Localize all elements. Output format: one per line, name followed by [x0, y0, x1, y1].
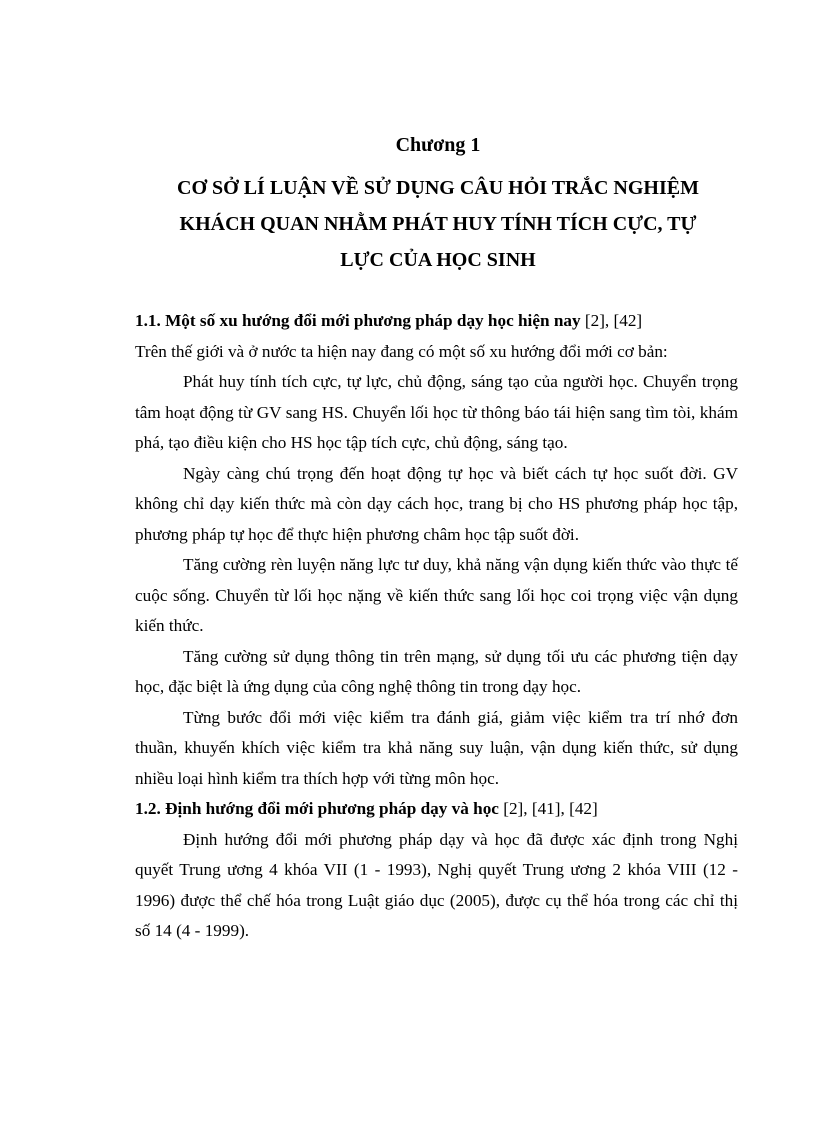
section-1-1-paragraph-3: Tăng cường rèn luyện năng lực tư duy, khả năng vận dụng kiến thức vào thực tế cuộc sống. Chuyển từ lối học nặng về kiến thức sang lối học coi trọng việc vận dụng kiến thức.	[135, 555, 738, 635]
section-1-2-heading	[135, 794, 738, 825]
section-1-2-paragraph-1: Định hướng đổi mới phương pháp dạy và học đã được xác định trong Nghị quyết Trung ương 4 khóa VII (1 - 1993), Nghị quyết Trung ương 2 khóa VIII (12 - 1996) được thể chế hóa trong Luật giáo dục (2005), được cụ thể hóa trong các chỉ thị số 14 (4 - 1999).	[135, 829, 738, 940]
section-1-1-heading-refs: [2], [42]	[580, 311, 643, 330]
section-1-2-heading-title: 1.2. Định hướng đổi mới phương pháp dạy và học	[135, 799, 499, 818]
section-1-1-paragraph-5: Từng bước đổi mới việc kiểm tra đánh giá, giảm việc kiểm tra trí nhớ đơn thuần, khuyến khích việc kiểm tra khả năng suy luận, vận dụng kiến thức, sử dụng nhiều loại hình kiểm tra thích hợp với từng môn học.	[135, 707, 738, 788]
section-1-1-intro: Trên thế giới và ở nước ta hiện nay đang có một số xu hướng đổi mới cơ bản:	[135, 341, 668, 361]
section-1-1-heading	[135, 306, 738, 337]
body-text	[135, 306, 738, 947]
section-1-1-heading-title: 1.1. Một số xu hướng đổi mới phương pháp dạy học hiện nay	[135, 311, 581, 330]
chapter-title-line-2: KHÁCH QUAN NHẰM PHÁT HUY TÍNH TÍCH CỰC, TỰ	[179, 213, 697, 235]
section-1-1-paragraph-4: Tăng cường sử dụng thông tin trên mạng, sử dụng tối ưu các phương tiện dạy học, đặc biệt là ứng dụng của công nghệ thông tin trong dạy học.	[135, 646, 738, 696]
chapter-title	[0, 170, 816, 278]
section-1-2-heading-refs: [2], [41], [42]	[498, 799, 598, 818]
chapter-title-line-1: CƠ SỞ LÍ LUẬN VỀ SỬ DỤNG CÂU HỎI TRẮC NGHIỆM	[177, 177, 699, 199]
section-1-1-paragraph-1: Phát huy tính tích cực, tự lực, chủ động, sáng tạo của người học. Chuyển trọng tâm hoạt động từ GV sang HS. Chuyển lối học từ thông báo tái hiện sang tìm tòi, khám phá, tạo điều kiện cho HS học tập tích cực, chủ động, sáng tạo.	[135, 372, 738, 452]
section-1-1-paragraph-2: Ngày càng chú trọng đến hoạt động tự học và biết cách tự học suốt đời. GV không chỉ dạy kiến thức mà còn dạy cách học, trang bị cho HS phương pháp học tập, phương pháp tự học để thực hiện phương châm học tập suốt đời.	[135, 463, 738, 544]
chapter-title-line-3: LỰC CỦA HỌC SINH	[340, 249, 536, 271]
chapter-label: Chương 1	[395, 134, 481, 156]
